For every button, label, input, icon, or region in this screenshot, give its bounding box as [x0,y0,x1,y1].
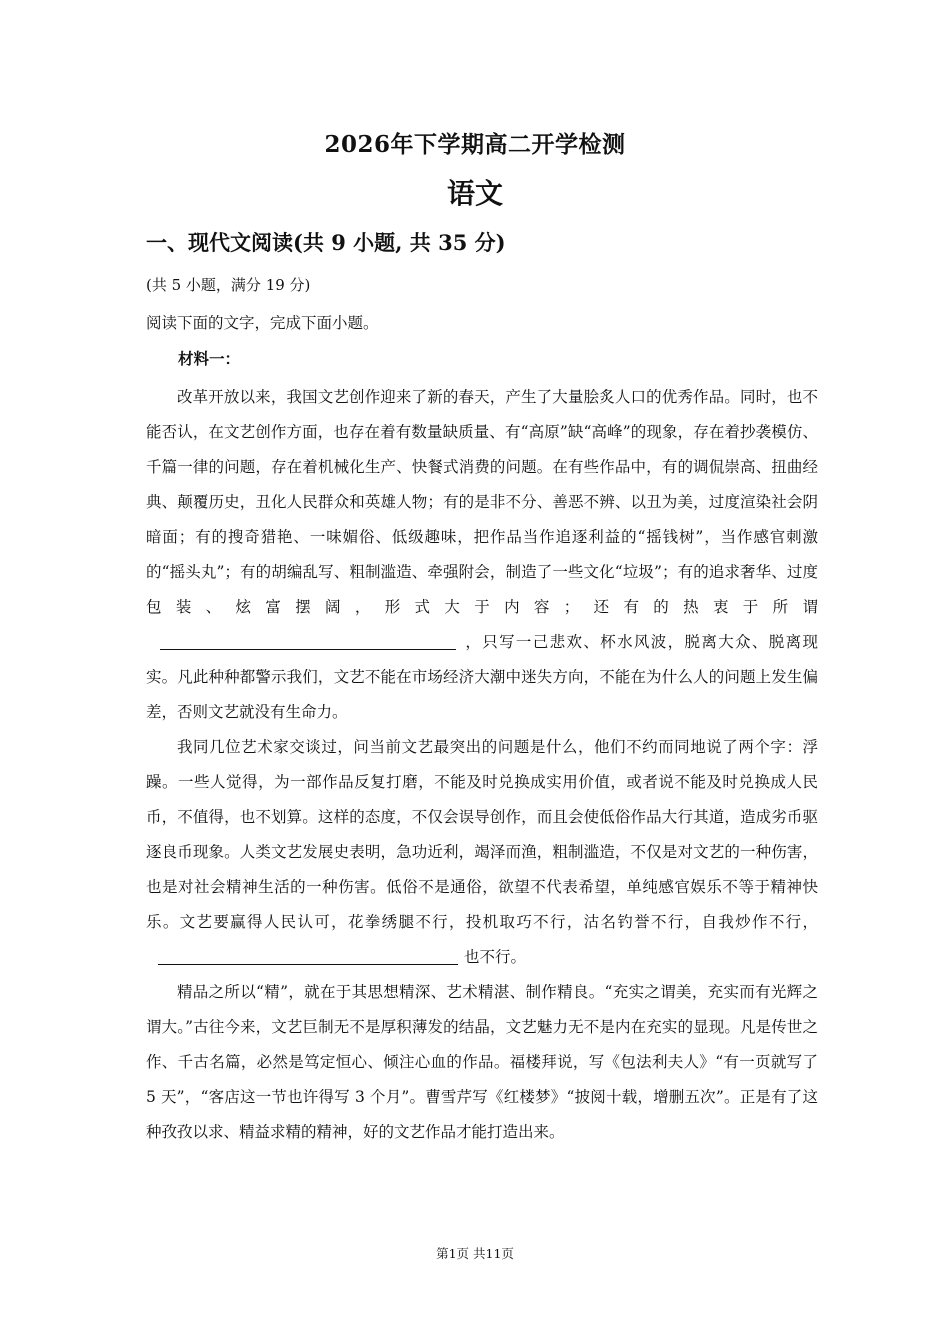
paragraph-1-text-b: ，只写一己悲欢、杯水风波，脱离大众、脱离现实。凡此种种都警示我们，文艺不能在市场经济大潮中迷失方向，不能在为什么人的问题上发生偏差，否则文艺就没有生命力。 [146,633,818,721]
paragraph-2-text-b: 也不行。 [464,948,527,966]
passage-paragraph-3: 精品之所以“精”，就在于其思想精深、艺术精湛、制作精良。“充实之谓美，充实而有光辉之谓大。”古往今来，文艺巨制无不是厚积薄发的结晶，文艺魅力无不是内在充实的显现。凡是传世之作、千古名篇，必然是笃定恒心、倾注心血的作品。福楼拜说，写《包法利夫人》“有一页就写了 5 天”，“客店这一节也许得写 3 个月”。曹雪芹写《红楼梦》“披阅十载，增删五次”。正是有了这种孜孜以求、精益求精的精神，好的文艺作品才能打造出来。 [146,983,818,1141]
reading-instruction: 阅读下面的文字，完成下面小题。 [146,314,379,332]
passage-paragraph-1 [146,380,818,730]
section-heading: 一、现代文阅读(共 9 小题, 共 35 分) [146,230,506,255]
page-footer: 第1页 共11页 [436,1246,514,1261]
section-sub-note: (共 5 小题，满分 19 分) [146,276,311,294]
paragraph-1-text-a: 改革开放以来，我国文艺创作迎来了新的春天，产生了大量脍炙人口的优秀作品。同时，也不能否认，在文艺创作方面，也存在着有数量缺质量、有“高原”缺“高峰”的现象，存在着抄袭模仿、千篇一律的问题，存在着机械化生产、快餐式消费的问题。在有些作品中，有的调侃崇高、扭曲经典、颠覆历史，丑化人民群众和英雄人物；有的是非不分、善恶不辨、以丑为美，过度渲染社会阴暗面；有的搜奇猎艳、一味媚俗、低级趣味，把作品当作追逐利益的“摇钱树”，当作感官刺激的“摇头丸”；有的胡编乱写、粗制滥造、牵强附会，制造了一些文化“垃圾”；有的追求奢华、过度包装、炫富摆阔，形式大于内容；还有的热衷于所谓 [146,388,818,616]
passage-paragraph-2 [146,730,818,975]
fill-blank-2 [158,945,458,965]
paragraph-2-text-a: 我同几位艺术家交谈过，问当前文艺最突出的问题是什么，他们不约而同地说了两个字：浮躁。一些人觉得，为一部作品反复打磨，不能及时兑换成实用价值，或者说不能及时兑换成人民币，不值得，也不划算。这样的态度，不仅会误导创作，而且会使低俗作品大行其道，造成劣币驱逐良币现象。人类文艺发展史表明，急功近利，竭泽而渔，粗制滥造，不仅是对文艺的一种伤害，也是对社会精神生活的一种伤害。低俗不是通俗，欲望不代表希望，单纯感官娱乐不等于精神快乐。文艺要赢得人民认可，花拳绣腿不行，投机取巧不行，沽名钓誉不行，自我炒作不行， [146,738,818,931]
subject-title: 语文 [446,177,503,210]
fill-blank-1 [160,630,456,650]
passage-body [146,380,818,1150]
material-label: 材料一： [178,349,241,368]
exam-title: 2026年下学期高二开学检测 [324,131,626,158]
